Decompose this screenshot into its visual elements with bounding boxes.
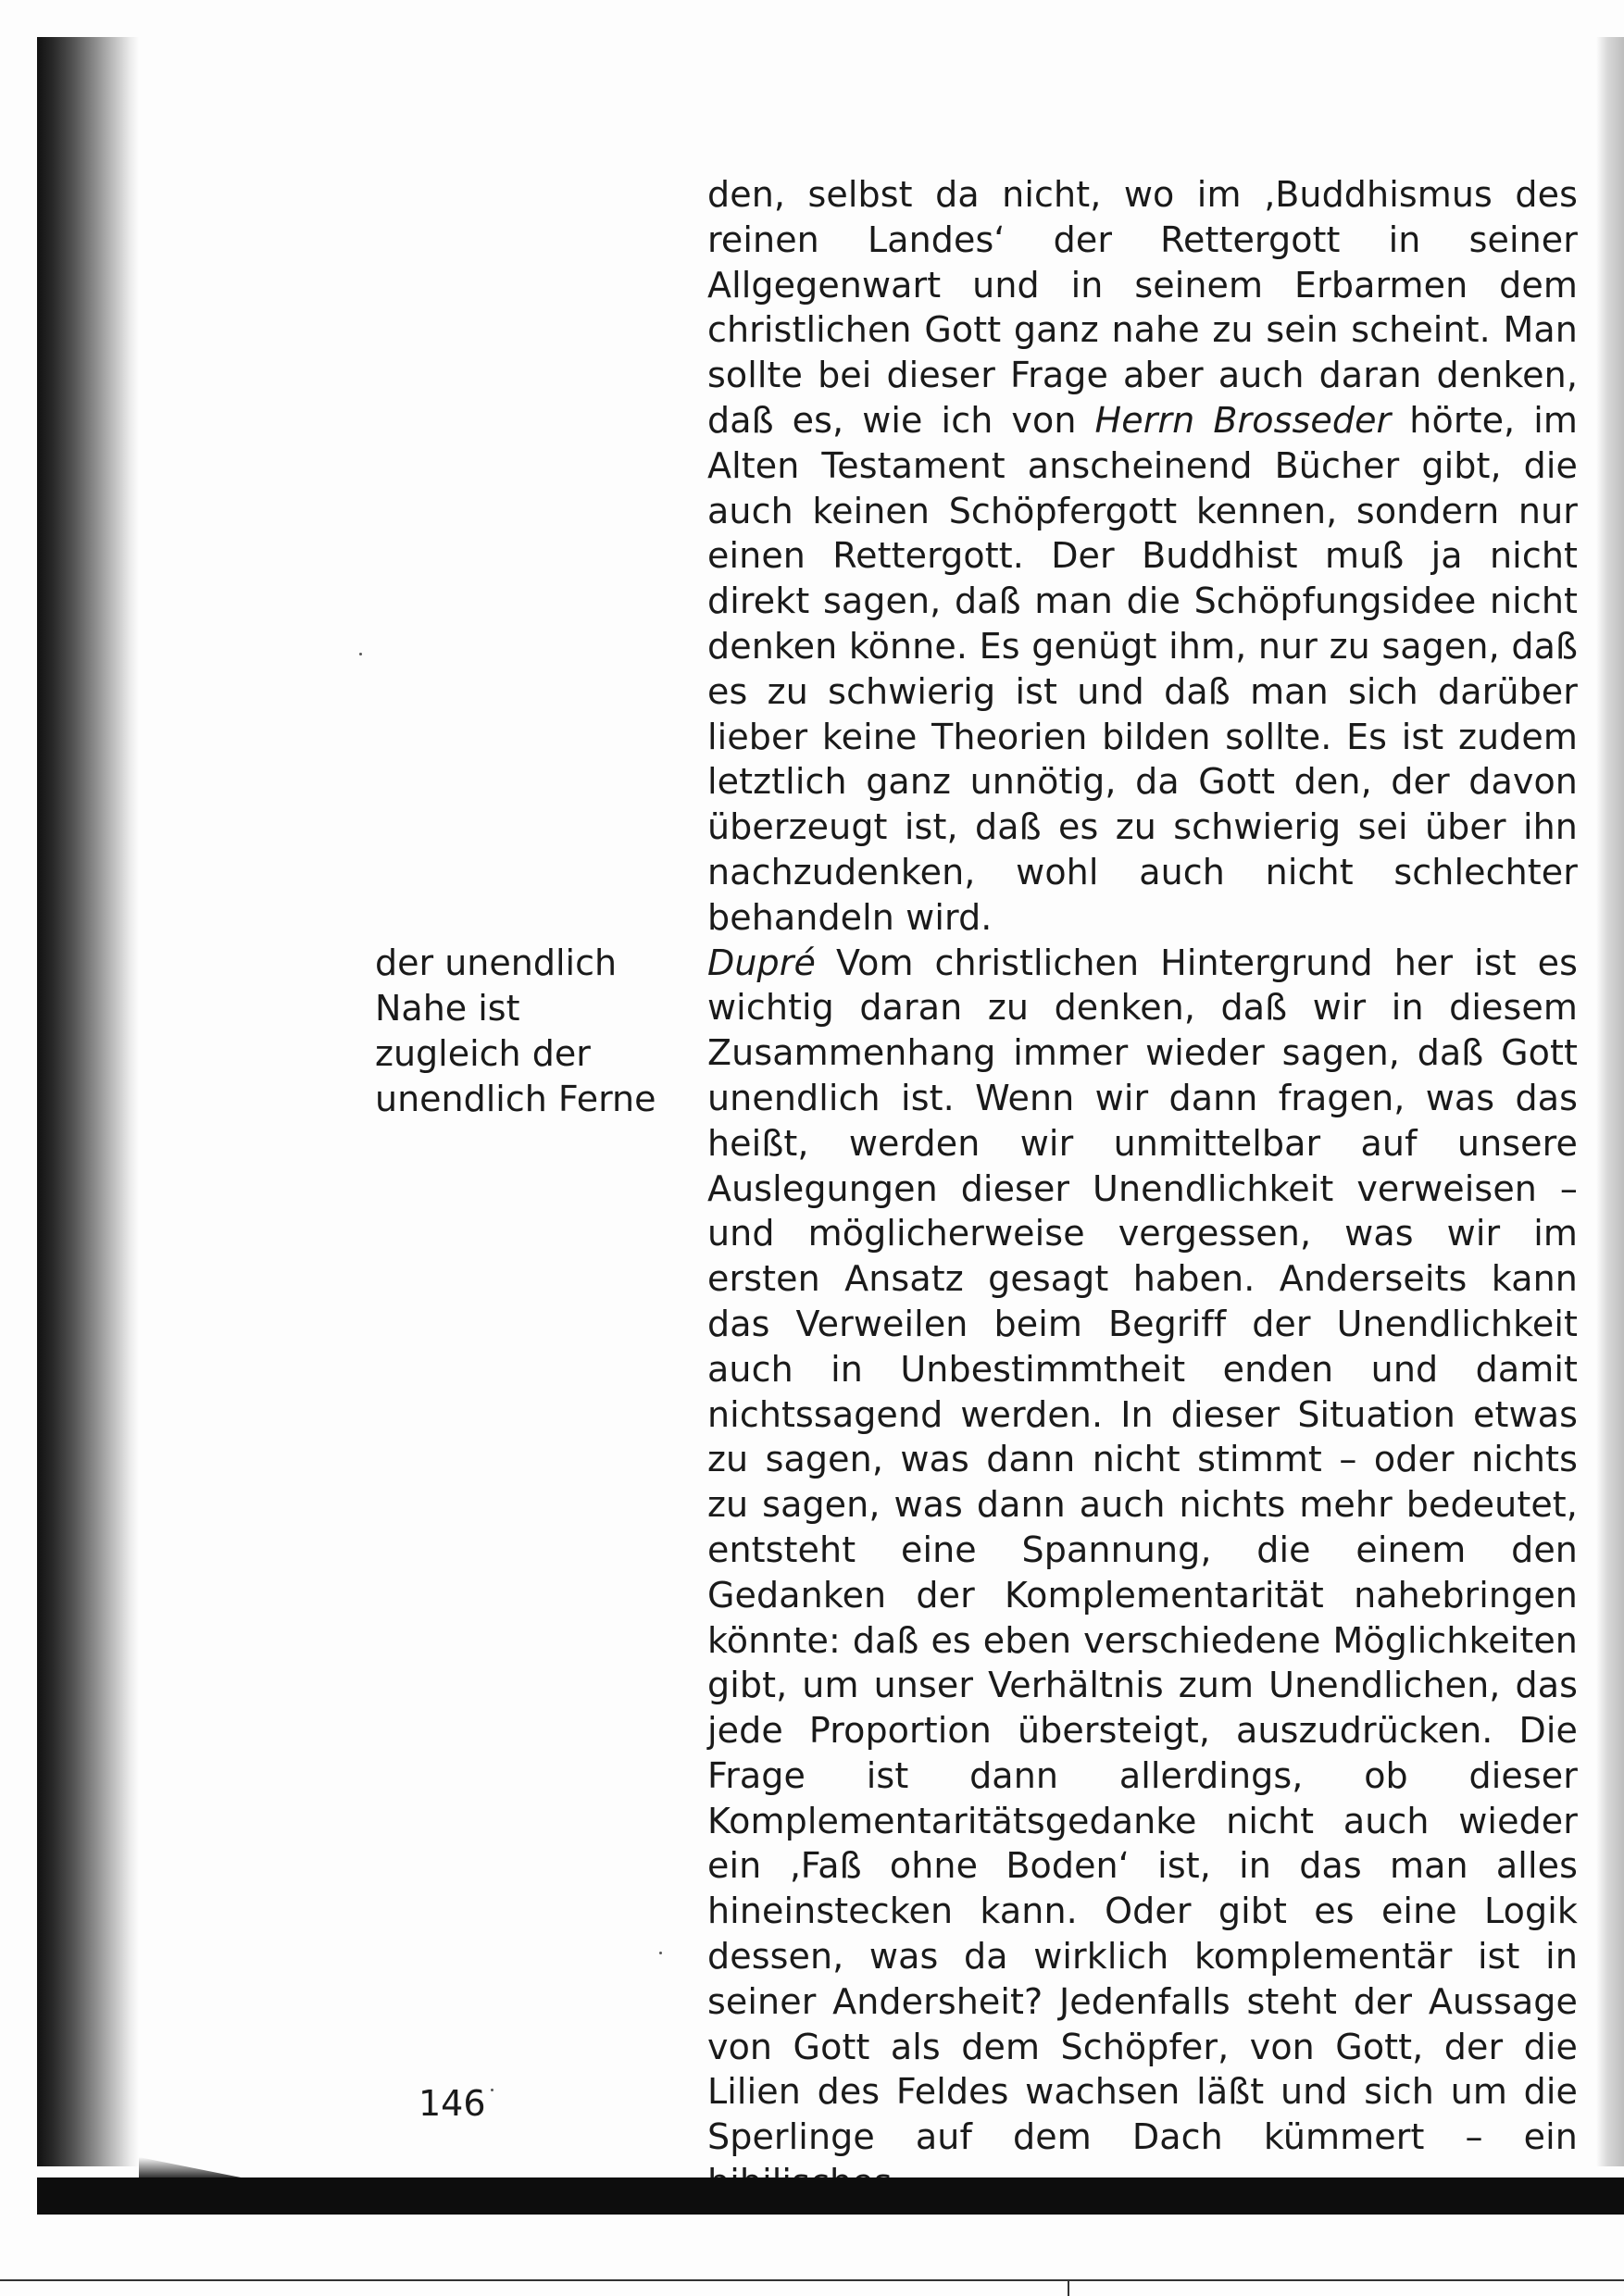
bottom-rule	[0, 2279, 1624, 2281]
paragraph-1-text-end: hörte, im Alten Testament anscheinend Bücher gibt, die auch keinen Schöpfergott kennen, sondern nur einen Rettergott. Der Buddhist muß ja nicht direkt sagen, daß man die Schöpfungsidee nicht denken könne. Es genügt ihm, nur zu sagen, daß es zu schwierig ist und daß man sich darüber lieber keine Theorien bilden sollte. Es ist zudem letztlich ganz unnötig, da Gott den, der davon überzeugt ist, daß es zu schwierig sei über ihn nachzudenken, wohl auch nicht schlechter behandeln wird.	[707, 399, 1579, 938]
main-text-column	[707, 172, 1578, 2205]
margin-note	[375, 941, 681, 1122]
paragraph-2-text: Vom christlichen Hintergrund her ist es wichtig daran zu denken, daß wir in diesem Zusammenhang immer wieder sagen, daß Gott unendlich ist. Wenn wir dann fragen, was das heißt, werden wir unmittelbar auf unsere Auslegungen dieser Unendlichkeit verweisen – und möglicherweise vergessen, was wir im ersten Ansatz gesagt haben. Anderseits kann das Verweilen beim Begriff der Unendlichkeit auch in Unbestimmtheit enden und damit nichtssagend werden. In dieser Situation etwas zu sagen, was dann nicht stimmt – oder nichts zu sagen, was dann auch nichts mehr bedeutet, entsteht eine Spannung, die einem den Gedanken der Komplementarität nahebringen könnte: daß es eben verschiedene Möglichkeiten gibt, um unser Verhältnis zum Unendlichen, das jede Proportion übersteigt, auszudrücken. Die Frage ist dann allerdings, ob dieser Komplementaritätsgedanke nicht auch wieder ein ‚Faß ohne Boden‘ ist, in das man alles hineinstecken kann. Oder gibt es eine Logik dessen, was da wirklich komplementär ist in seiner Andersheit? Jedenfalls steht der Aussage von Gott als dem Schöpfer, von Gott, der die Lilien des Feldes wachsen läßt und sich um die Sperlinge auf dem Dach kümmert – ein	[707, 942, 1578, 2158]
margin-note-line: zugleich der	[375, 1033, 591, 1074]
italic-name: Herrn Brosseder	[1094, 399, 1392, 441]
bottom-shadow-taper	[139, 2157, 250, 2179]
right-edge-shadow	[1596, 37, 1624, 2166]
bottom-scan-bar	[37, 2177, 1624, 2215]
paragraph-1-text-start: den, selbst da nicht, wo im ‚Buddhismus des reinen Landes‘ der Rettergott in seiner Allgegenwart und in seinem Erbarmen dem christlichen Gott ganz nahe zu sein scheint. Man sollte bei dieser Frage aber auch daran denken, daß es, wie ich von	[707, 174, 1578, 441]
scan-speck	[359, 653, 362, 655]
margin-note-line: unendlich Ferne	[375, 1079, 656, 1119]
margin-note-line: Nahe ist	[375, 988, 520, 1029]
scan-speck	[659, 1952, 662, 1954]
bottom-tick	[1068, 2279, 1069, 2296]
binding-shadow	[37, 37, 139, 2166]
speaker-name: Dupré	[707, 942, 816, 983]
paragraph-1	[707, 172, 1578, 941]
margin-note-line: der unendlich	[375, 942, 618, 983]
scan-speck	[491, 2089, 493, 2091]
paragraph-2	[707, 941, 1578, 2205]
page-number: 146	[418, 2083, 486, 2124]
